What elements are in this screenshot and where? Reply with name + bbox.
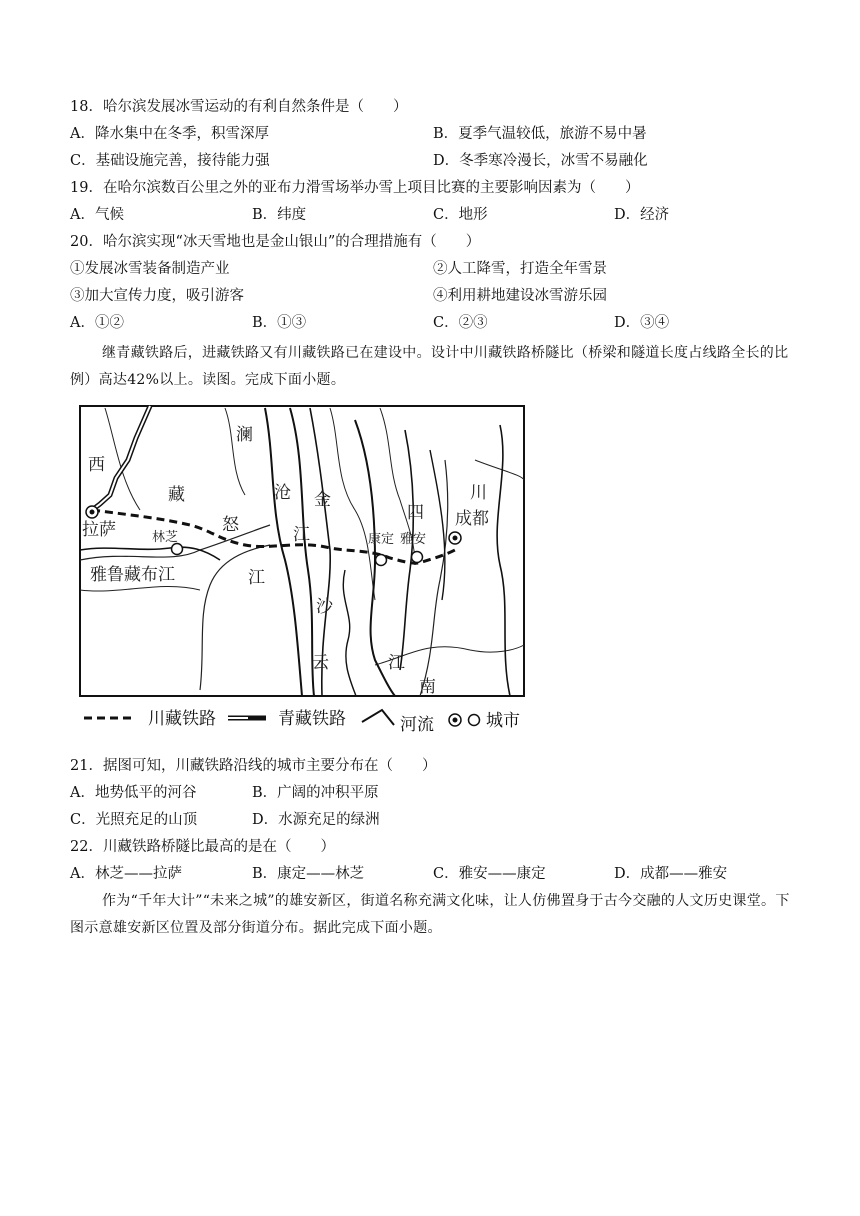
- q21-option-c: C．光照充足的山顶: [70, 812, 198, 828]
- map-label-chengdu: 成都: [455, 509, 489, 529]
- q20-option-c: C．②③: [433, 315, 488, 331]
- boundary-line: [225, 408, 245, 495]
- map-label-lan: 澜: [236, 425, 253, 445]
- boundary-line: [80, 586, 200, 591]
- q22-option-c: C．雅安——康定: [433, 866, 546, 882]
- map-label-chuan: 川: [470, 483, 487, 503]
- river-yalongjiang: [400, 430, 413, 670]
- boundary-line: [200, 545, 270, 690]
- river-lancangjiang: [290, 408, 314, 696]
- city-lasa-marker: [86, 506, 98, 518]
- map-label-kangding: 康定: [368, 532, 395, 547]
- q22-option-b: B．康定——林芝: [252, 866, 365, 882]
- river-branch: [430, 450, 445, 600]
- q18-option-b: B．夏季气温较低，旅游不易中暑: [433, 126, 647, 142]
- q22-option-d: D．成都——雅安: [614, 866, 728, 882]
- q19-option-d: D．经济: [614, 207, 670, 223]
- map-label-linzhi: 林芝: [152, 530, 179, 545]
- q19-option-a: A．气候: [70, 207, 124, 223]
- river-minjiang: [497, 425, 510, 696]
- city-linzhi-marker: [172, 544, 183, 555]
- map-label-yun: 云: [312, 653, 329, 673]
- q20-option-a: A．①②: [70, 315, 124, 331]
- city-chengdu-marker: [449, 532, 461, 544]
- map-label-si: 四: [407, 503, 424, 523]
- q19-option-b: B．纬度: [252, 207, 307, 223]
- q20-statement-1: ①发展冰雪装备制造产业: [70, 261, 230, 277]
- river-yarlung-tsangpo: [80, 547, 220, 560]
- map-label-zang: 藏: [168, 485, 185, 505]
- q21-option-b: B．广阔的冲积平原: [252, 785, 379, 801]
- q21-option-a: A．地势低平的河谷: [70, 785, 197, 801]
- map-label-yaan: 雅安: [400, 532, 427, 547]
- map-label-nan: 南: [419, 677, 436, 697]
- q19-option-c: C．地形: [433, 207, 488, 223]
- map-label-yarlung: 雅鲁藏布江: [90, 565, 175, 585]
- q20-statement-4: ④利用耕地建设冰雪游乐园: [433, 288, 607, 304]
- map-label-jinsha-jiang: 江: [388, 653, 405, 673]
- map-label-nu-jiang: 江: [248, 568, 265, 588]
- legend-sichuan-tibet: 川藏铁路: [148, 709, 216, 729]
- boundary-line: [475, 460, 524, 480]
- map-label-sha: 沙: [316, 597, 333, 617]
- q22-option-a: A．林芝——拉萨: [70, 866, 182, 882]
- legend-city: 城市: [486, 711, 520, 731]
- q21-option-d: D．水源充足的绿洲: [252, 812, 380, 828]
- map-legend: [84, 709, 520, 735]
- q20-option-d: D．③④: [614, 315, 670, 331]
- boundary-line: [330, 408, 375, 600]
- river-nujiang: [265, 408, 302, 696]
- city-yaan-marker: [412, 552, 423, 563]
- intro-paragraph-xiongan: 作为“千年大计”“未来之城”的雄安新区，街道名称充满文化味，让人仿佛置身于古今交融的人文历史课堂。下图示意雄安新区位置及部分街道分布。据此完成下面小题。: [70, 893, 790, 936]
- map-label-lancang-jiang: 江: [293, 525, 310, 545]
- q18-option-d: D．冬季寒冷漫长，冰雪不易融化: [433, 153, 648, 169]
- q19-stem: 19．在哈尔滨数百公里之外的亚布力滑雪场举办雪上项目比赛的主要影响因素为（ ）: [70, 180, 640, 196]
- map-label-lasa: 拉萨: [82, 520, 116, 540]
- q18-option-c: C．基础设施完善，接待能力强: [70, 153, 270, 169]
- river-jinsha-loop: [343, 570, 356, 696]
- q18-stem: 18．哈尔滨发展冰雪运动的有利自然条件是（ ）: [70, 99, 408, 115]
- intro-paragraph-railway: 继青藏铁路后，进藏铁路又有川藏铁路已在建设中。设计中川藏铁路桥隧比（桥梁和隧道长度占线路全长的比例）高达42%以上。读图。完成下面小题。: [70, 345, 789, 388]
- q20-statement-3: ③加大宣传力度，吸引游客: [70, 288, 244, 304]
- map-frame: [80, 406, 524, 696]
- q20-stem: 20．哈尔滨实现“冰天雪地也是金山银山”的合理措施有（ ）: [70, 234, 481, 250]
- q21-stem: 21．据图可知，川藏铁路沿线的城市主要分布在（ ）: [70, 758, 437, 774]
- q22-stem: 22．川藏铁路桥隧比最高的是在（ ）: [70, 839, 335, 855]
- map-label-jin: 金: [314, 490, 331, 510]
- legend-qinghai-tibet: 青藏铁路: [278, 709, 346, 729]
- legend-river-symbol: [362, 710, 394, 725]
- map-label-nu: 怒: [222, 515, 239, 535]
- map-label-cang: 沧: [274, 483, 291, 503]
- q20-option-b: B．①③: [252, 315, 307, 331]
- legend-city-symbol: [449, 714, 480, 726]
- city-kangding-marker: [376, 555, 387, 566]
- sichuan-tibet-railway-map: [70, 400, 540, 740]
- map-label-xi: 西: [88, 455, 105, 475]
- q20-statement-2: ②人工降雪，打造全年雪景: [433, 261, 607, 277]
- q18-option-a: A．降水集中在冬季，积雪深厚: [70, 126, 269, 142]
- legend-river: 河流: [400, 715, 434, 735]
- boundary-line: [420, 460, 448, 696]
